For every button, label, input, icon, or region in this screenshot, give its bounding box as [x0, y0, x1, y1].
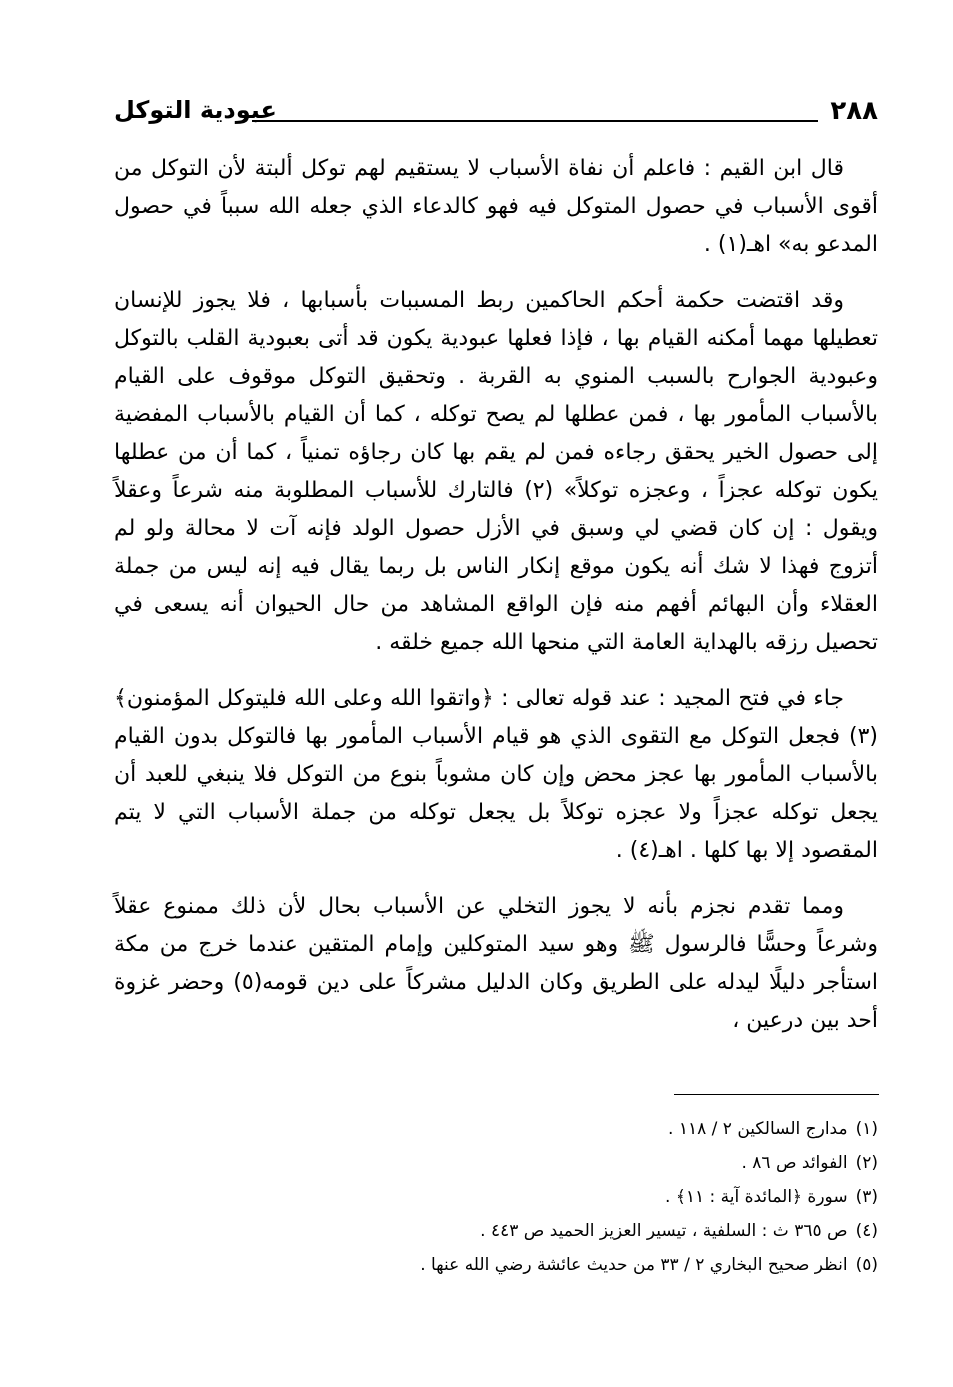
footnotes	[114, 1112, 878, 1282]
header-rule	[252, 120, 818, 122]
paragraph: قال ابن القيم : فاعلم أن نفاة الأسباب لا يستقيم لهم توكل ألبتة لأن التوكل من أقوى الأسباب في حصول المتوكل فيه فهو كالدعاء الذي جعله الله سبباً في حصول المدعو به» اهـ(١) .	[114, 156, 878, 257]
paragraph: وقد اقتضت حكمة أحكم الحاكمين ربط المسببات بأسبابها ، فلا يجوز للإنسان تعطيلها مهما أمكنه القيام بها ، فإذا فعلها عبودية يكون قد أتى بعبودية القلب بالتوكل وعبودية الجوارح بالسبب المنوي به القربة . وتحقيق التوكل موقوف على القيام بالأسباب المأمور بها ، فمن عطلها لم يصح توكله ، كما أن القيام بالأسباب المفضية إلى حصول الخير يحقق رجاءه فمن لم يقم بها كان رجاؤه تمنياً ، كما أن من عطلها يكون توكله عجزاً ، وعجزه توكلاً» (٢) فالتارك للأسباب المطلوبة منه شرعاً وعقلاً ويقول : إن كان قضي لي وسبق في الأزل حصول الولد فإنه آت لا محالة ولو لم أتزوج فهذا لا شك أنه يكون موقع إنكار الناس بل ربما يقال فيه إنه ليس من جملة العقلاء وأن البهائم أفهم منه فإن الواقع المشاهد من حال الحيوان أنه يسعى في تحصيل رزقه بالهداية العامة التي منحها الله جميع خلقه .	[114, 288, 878, 655]
footnote-number: (١)	[855, 1119, 878, 1139]
footnote	[114, 1146, 878, 1180]
footnote	[114, 1214, 878, 1248]
footnote-number: (٣)	[855, 1187, 878, 1207]
footnote-number: (٤)	[855, 1221, 878, 1241]
footnote	[114, 1180, 878, 1214]
footnote	[114, 1248, 878, 1282]
footnote-rule	[674, 1094, 879, 1095]
running-title: عبودية التوكل	[114, 96, 277, 124]
footnote-text: سورة ﴿المائدة آية : ١١﴾ .	[665, 1187, 848, 1207]
footnote-text: ص ٣٦٥ ث : السلفية ، تيسير العزيز الحميد ص ٤٤٣ .	[480, 1221, 848, 1241]
body-text	[114, 150, 878, 1058]
paragraph: جاء في فتح المجيد : عند قوله تعالى : ﴿واتقوا الله وعلى الله فليتوكل المؤمنون﴾ (٣) فجعل التوكل مع التقوى الذي هو قيام الأسباب المأمور بها فالتوكل بدون القيام بالأسباب المأمور بها عجز محض وإن كان مشوباً بنوع من التوكل فلا ينبغي للعبد أن يجعل توكله عجزاً ولا عجزه توكلاً بل يجعل توكله من جملة الأسباب التي لا يتم المقصود إلا بها كلها . اهـ(٤) .	[114, 686, 878, 863]
footnote-text: مدارج السالكين ٢ / ١١٨ .	[668, 1119, 848, 1139]
paragraph: ومما تقدم نجزم بأنه لا يجوز التخلي عن الأسباب بحال لأن ذلك ممنوع عقلاً وشرعاً وحسًّا فالرسول ﷺ وهو سيد المتوكلين وإمام المتقين عندما خرج من مكة استأجر دليلًا ليدله على الطريق وكان الدليل مشركاً على دين قومه(٥) وحضر غزوة أحد بين درعين ،	[114, 894, 878, 1033]
footnote-text: انظر صحيح البخاري ٢ / ٣٣ من حديث عائشة رضي الله عنها .	[420, 1255, 848, 1275]
footnote-number: (٢)	[855, 1153, 878, 1173]
page-number: ٢٨٨	[830, 96, 878, 126]
page-header	[114, 96, 878, 136]
footnote	[114, 1112, 878, 1146]
footnote-text: الفوائد ص ٨٦ .	[741, 1153, 848, 1173]
footnote-number: (٥)	[855, 1255, 878, 1275]
